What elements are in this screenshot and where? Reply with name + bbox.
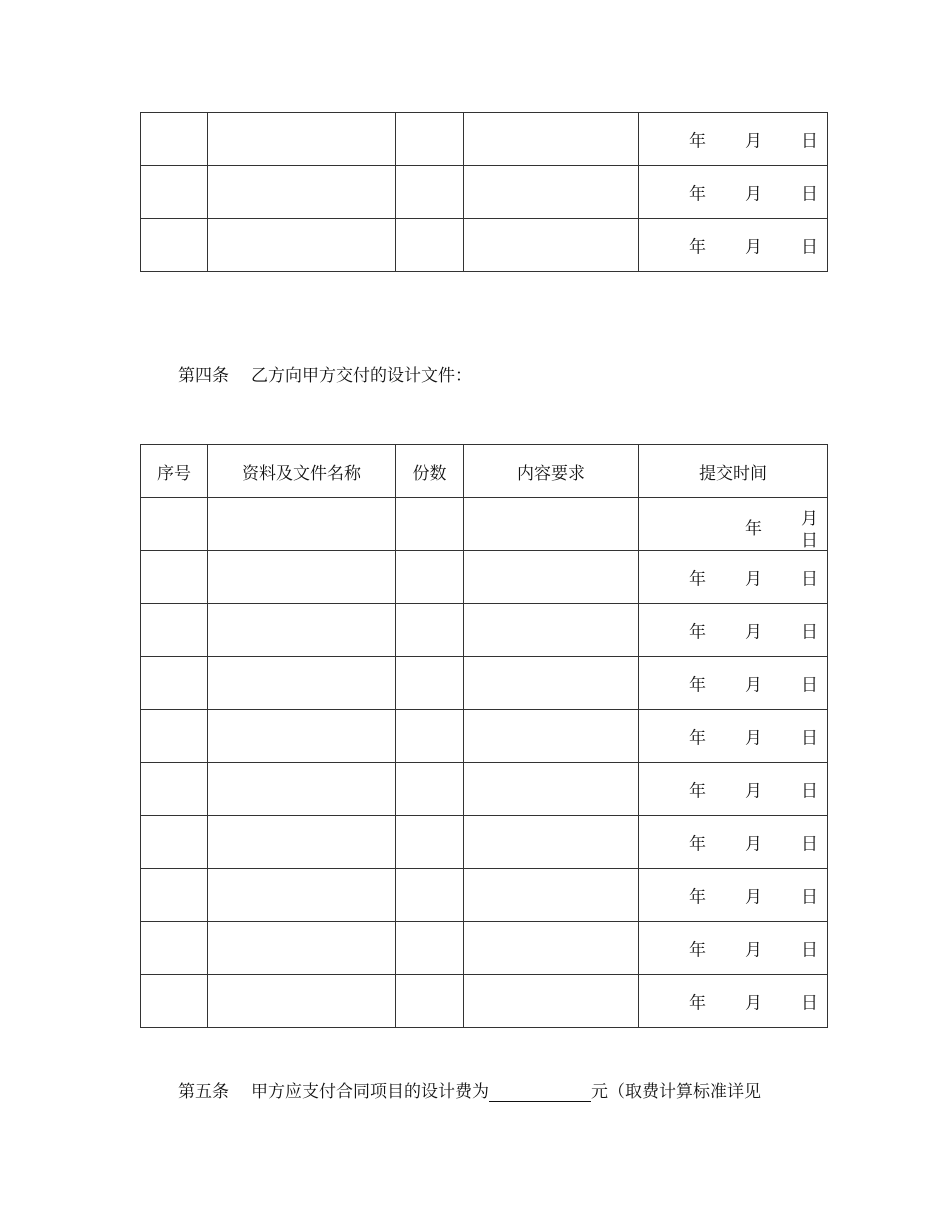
date-month-label: 月 — [745, 728, 762, 749]
content-requirements-cell[interactable] — [464, 113, 639, 166]
date-day-label: 日 — [801, 622, 818, 643]
date-day-label: 日 — [801, 675, 818, 696]
table-row — [141, 763, 828, 816]
date-year-label: 年 — [689, 887, 706, 908]
serial-cell[interactable] — [141, 551, 208, 604]
serial-cell[interactable] — [141, 219, 208, 272]
content-requirements-cell[interactable] — [464, 816, 639, 869]
serial-cell[interactable] — [141, 763, 208, 816]
date-year-label: 年 — [689, 993, 706, 1014]
copies-cell[interactable] — [396, 657, 464, 710]
header-submission-time: 提交时间 — [639, 445, 828, 498]
header-document-name: 资料及文件名称 — [208, 445, 396, 498]
serial-cell[interactable] — [141, 498, 208, 551]
clause-5-text-before: 甲方应支付合同项目的设计费为 — [251, 1082, 489, 1102]
content-requirements-cell[interactable] — [464, 604, 639, 657]
table-row — [141, 816, 828, 869]
date-month-label: 月 — [745, 675, 762, 696]
date-month-label: 月 — [745, 834, 762, 855]
copies-cell[interactable] — [396, 604, 464, 657]
copies-cell[interactable] — [396, 763, 464, 816]
submission-date-cell[interactable] — [639, 166, 828, 219]
date-month-label: 月 — [801, 509, 818, 529]
submission-date-cell[interactable] — [639, 922, 828, 975]
date-day-label: 日 — [801, 531, 818, 551]
document-name-cell[interactable] — [208, 922, 396, 975]
date-month-label: 月 — [745, 131, 762, 152]
document-name-cell[interactable] — [208, 551, 396, 604]
document-name-cell[interactable] — [208, 657, 396, 710]
date-year-label: 年 — [689, 622, 706, 643]
date-day-label: 日 — [801, 569, 818, 590]
date-year-label: 年 — [689, 781, 706, 802]
copies-cell[interactable] — [396, 816, 464, 869]
document-name-cell[interactable] — [208, 869, 396, 922]
copies-cell[interactable] — [396, 498, 464, 551]
clause-4-text: 乙方向甲方交付的设计文件： — [251, 366, 472, 386]
serial-cell[interactable] — [141, 869, 208, 922]
content-requirements-cell[interactable] — [464, 763, 639, 816]
date-day-label: 日 — [801, 781, 818, 802]
content-requirements-cell[interactable] — [464, 657, 639, 710]
serial-cell[interactable] — [141, 657, 208, 710]
copies-cell[interactable] — [396, 975, 464, 1028]
table-row — [141, 551, 828, 604]
date-year-label: 年 — [689, 834, 706, 855]
date-day-label: 日 — [801, 131, 818, 152]
table-row — [141, 975, 828, 1028]
copies-cell[interactable] — [396, 166, 464, 219]
date-year-label: 年 — [689, 237, 706, 258]
submission-date-cell[interactable] — [639, 551, 828, 604]
table-row — [141, 166, 828, 219]
date-day-label: 日 — [801, 728, 818, 749]
date-month-label: 月 — [745, 237, 762, 258]
submission-date-cell[interactable] — [639, 604, 828, 657]
date-month-label: 月 — [745, 781, 762, 802]
submission-date-cell[interactable] — [639, 498, 828, 551]
date-month-label: 月 — [745, 940, 762, 961]
date-year-label: 年 — [689, 569, 706, 590]
clause-4-heading — [178, 361, 472, 386]
date-day-label: 日 — [801, 184, 818, 205]
document-name-cell[interactable] — [208, 113, 396, 166]
submission-date-cell[interactable] — [639, 975, 828, 1028]
document-name-cell[interactable] — [208, 166, 396, 219]
copies-cell[interactable] — [396, 219, 464, 272]
content-requirements-cell[interactable] — [464, 869, 639, 922]
table-row — [141, 113, 828, 166]
clause-5-text — [178, 1077, 761, 1102]
submission-date-cell[interactable] — [639, 869, 828, 922]
header-content-requirements: 内容要求 — [464, 445, 639, 498]
header-copies: 份数 — [396, 445, 464, 498]
date-year-label: 年 — [745, 519, 762, 539]
copies-cell[interactable] — [396, 710, 464, 763]
document-name-cell[interactable] — [208, 604, 396, 657]
document-name-cell[interactable] — [208, 816, 396, 869]
submission-date-cell[interactable] — [639, 657, 828, 710]
date-day-label: 日 — [801, 887, 818, 908]
date-year-label: 年 — [689, 940, 706, 961]
date-day-label: 日 — [801, 834, 818, 855]
document-name-cell[interactable] — [208, 710, 396, 763]
content-requirements-cell[interactable] — [464, 551, 639, 604]
serial-cell[interactable] — [141, 710, 208, 763]
date-month-label: 月 — [745, 887, 762, 908]
table-row — [141, 657, 828, 710]
clause-5-text-after: 元（取费计算标准详见 — [591, 1082, 761, 1102]
date-month-label: 月 — [745, 184, 762, 205]
submission-date-cell[interactable] — [639, 113, 828, 166]
date-day-label: 日 — [801, 237, 818, 258]
submission-date-cell[interactable] — [639, 816, 828, 869]
previous-table-continuation — [140, 112, 828, 272]
date-month-label: 月 — [745, 569, 762, 590]
date-year-label: 年 — [689, 675, 706, 696]
serial-cell[interactable] — [141, 604, 208, 657]
table-row — [141, 922, 828, 975]
date-year-label: 年 — [689, 184, 706, 205]
submission-date-cell[interactable] — [639, 219, 828, 272]
content-requirements-cell[interactable] — [464, 710, 639, 763]
document-name-cell[interactable] — [208, 219, 396, 272]
date-day-label: 日 — [801, 993, 818, 1014]
submission-date-cell[interactable] — [639, 710, 828, 763]
table-row — [141, 498, 828, 551]
copies-cell[interactable] — [396, 922, 464, 975]
date-year-label: 年 — [689, 728, 706, 749]
clause-5-number: 第五条 — [178, 1082, 229, 1102]
content-requirements-cell[interactable] — [464, 166, 639, 219]
fee-amount-blank[interactable] — [489, 1083, 591, 1102]
date-month-label: 月 — [745, 622, 762, 643]
document-name-cell[interactable] — [208, 975, 396, 1028]
content-requirements-cell[interactable] — [464, 219, 639, 272]
serial-cell[interactable] — [141, 816, 208, 869]
copies-cell[interactable] — [396, 551, 464, 604]
serial-cell[interactable] — [141, 113, 208, 166]
table-row — [141, 604, 828, 657]
date-day-label: 日 — [801, 940, 818, 961]
document-name-cell[interactable] — [208, 763, 396, 816]
table-row — [141, 219, 828, 272]
date-month-label: 月 — [745, 993, 762, 1014]
table-row — [141, 710, 828, 763]
document-name-cell[interactable] — [208, 498, 396, 551]
clause-4-number: 第四条 — [178, 366, 229, 386]
serial-cell[interactable] — [141, 166, 208, 219]
table-header-row — [141, 445, 828, 498]
date-year-label: 年 — [689, 131, 706, 152]
copies-cell[interactable] — [396, 113, 464, 166]
table-row — [141, 869, 828, 922]
header-serial: 序号 — [141, 445, 208, 498]
serial-cell[interactable] — [141, 922, 208, 975]
content-requirements-cell[interactable] — [464, 498, 639, 551]
content-requirements-cell[interactable] — [464, 922, 639, 975]
design-documents-table — [140, 444, 828, 1028]
content-requirements-cell[interactable] — [464, 975, 639, 1028]
serial-cell[interactable] — [141, 975, 208, 1028]
copies-cell[interactable] — [396, 869, 464, 922]
submission-date-cell[interactable] — [639, 763, 828, 816]
